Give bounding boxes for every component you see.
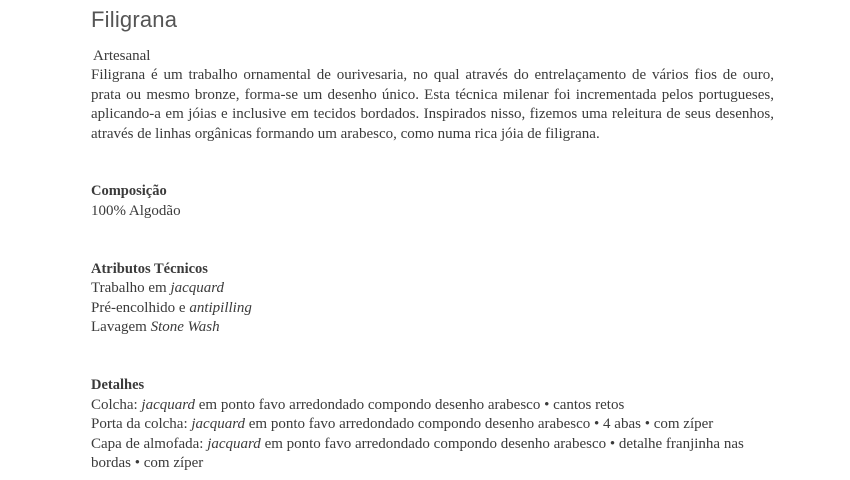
technical-attribute-item <box>91 318 774 338</box>
product-description-text: Filigrana é um trabalho ornamental de ourivesaria, no qual através do entrelaçamento de vários fios de ouro, prata ou mesmo bronze, forma-se um desenho único. Esta técnica milenar foi incrementada pelos portugueses, aplicando-a em jóias e inclusive em tecidos bordados. Inspirados nisso, fizemos uma releitura de seus desenhos, através de linhas orgânicas formando um arabesco, como numa rica jóia de filigrana. <box>91 67 774 142</box>
detail-emphasis: jacquard <box>191 416 245 433</box>
technical-attribute-text: Trabalho em <box>91 280 171 297</box>
details-section <box>91 376 774 474</box>
details-heading: Detalhes <box>91 376 145 393</box>
technical-attribute-item <box>91 279 774 299</box>
technical-attribute-emphasis: Stone Wash <box>150 319 220 336</box>
product-subtitle: Artesanal <box>93 48 151 64</box>
detail-text: Colcha: <box>91 396 142 413</box>
technical-attribute-item <box>91 299 774 319</box>
detail-emphasis: jacquard <box>207 435 261 452</box>
detail-text: em ponto favo arredondado compondo desenho arabesco • 4 abas • com zíper <box>245 416 714 433</box>
composition-section <box>91 182 774 221</box>
technical-attributes-heading: Atributos Técnicos <box>91 260 208 277</box>
composition-value: 100% Algodão <box>91 202 181 219</box>
technical-attribute-text: Lavagem <box>91 319 151 336</box>
composition-heading: Composição <box>91 183 167 200</box>
detail-text: Porta da colcha: <box>91 416 192 433</box>
detail-text: Capa de almofada: <box>91 435 208 452</box>
technical-attribute-emphasis: jacquard <box>170 280 225 297</box>
detail-item <box>91 415 774 435</box>
technical-attribute-emphasis: antipilling <box>189 299 252 316</box>
product-title: Filigrana <box>91 7 178 32</box>
technical-attribute-text: Pré-encolhido e <box>91 299 190 316</box>
detail-text: em ponto favo arredondado compondo desenho arabesco • cantos retos <box>195 396 625 413</box>
detail-item <box>91 435 774 474</box>
technical-attributes-section <box>91 260 774 338</box>
product-description <box>91 0 774 474</box>
detail-emphasis: jacquard <box>141 396 196 413</box>
detail-text: em ponto favo arredondado compondo desenho arabesco • detalhe franjinha nas bordas • com zíper <box>91 435 744 472</box>
detail-item <box>91 396 774 416</box>
